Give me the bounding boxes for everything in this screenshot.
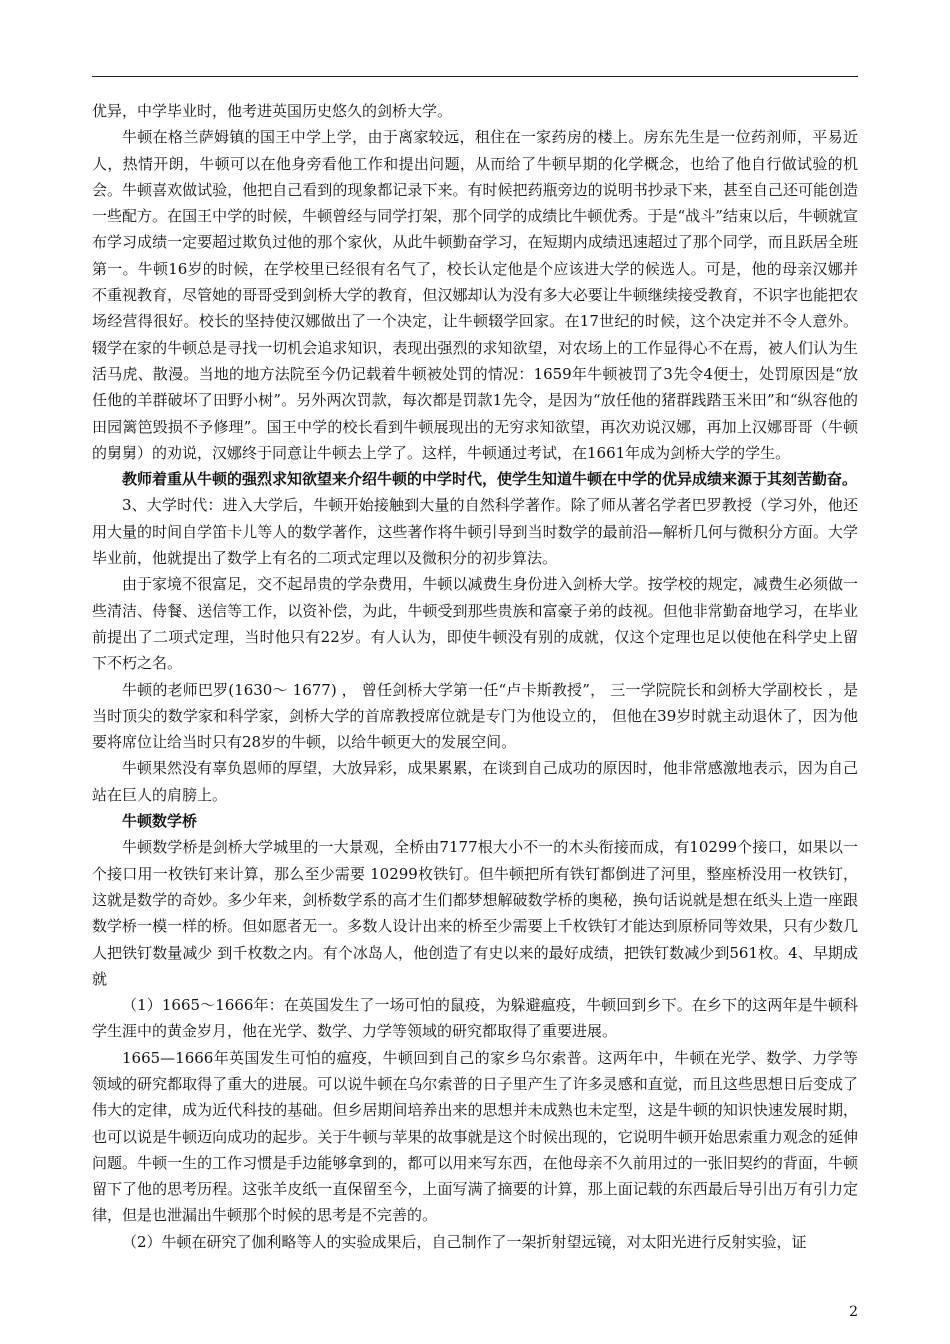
paragraph-1: 优异，中学毕业时，他考进英国历史悠久的剑桥大学。 [92, 102, 453, 120]
paragraph-teacher-note: 教师着重从牛顿的强烈求知欲望来介绍牛顿的中学时代，使学生知道牛顿在中学的优异成绩来源于其刻苦勤奋。 [122, 470, 858, 489]
paragraph-giants: 牛顿果然没有辜负恩师的厚望，大放异彩，成果累累，在谈到自己成功的原因时，他非常感激地表示，因为自己站在巨人的肩膀上。 [92, 759, 858, 804]
paragraph-early-1: （1）1665～1666年：在英国发生了一场可怕的鼠疫，为躲避瘟疫，牛顿回到乡下。在乡下的这两年是牛顿科学生涯中的黄金岁月，他在光学、数学、力学等领域的研究都取得了重要进展。 [92, 996, 858, 1041]
paragraph-early-2: （2）牛顿在研究了伽利略等人的实验成果后，自己制作了一架折射望远镜，对太阳光进行反射实验，证 [122, 1232, 807, 1251]
paragraph-barrow: 牛顿的老师巴罗(1630～ 1677) ， 曾任剑桥大学第一任“卢卡斯教授”， 三一学院院长和剑桥大学副校长 ，是当时顶尖的数学家和科学家，剑桥大学的首席教授席位就是专门为他设立的， 但他在39岁时就主动退休了，因为他要将席位让给当时只有28岁的牛顿，以给牛顿更大的发展空间。 [92, 680, 858, 752]
paragraph-university: 3、大学时代：进入大学后，牛顿开始接触到大量的自然科学著作。除了师从著名学者巴罗教授（学习外，他还用大量的时间自学笛卡儿等人的数学著作，这些著作将牛顿引导到当时数学的最前沿—解析几何与微积分方面。大学毕业前，他就提出了数学上有名的二项式定理以及微积分的初步算法。 [92, 496, 858, 568]
document-body [92, 98, 858, 1255]
header-rule [92, 76, 858, 77]
paragraph-bridge: 牛顿数学桥是剑桥大学城里的一大景观，全桥由7177根大小不一的木头衔接而成，有10299个接口，如果以一个接口用一枚铁钉来计算，那么至少需要 10299枚铁钉。但牛顿把所有铁钉都倒进了河里，整座桥没用一枚铁钉，这就是数学的奇妙。多少年来，剑桥数学系的高才生们都梦想解破数学桥的奥秘，换句话说就是想在纸头上造一座跟数学桥一模一样的桥。但如愿者无一。多数人设计出来的桥至少需要上千枚铁钉才能达到原桥同等效果，只有少数几人把铁钉数量减少 到千枚数之内。有个冰岛人，他创造了有史以来的最好成绩，把铁钉数减少到561枚。4、早期成就 [92, 838, 858, 988]
paragraph-tuition: 由于家境不很富足，交不起昂贵的学杂费用，牛顿以减费生身份进入剑桥大学。按学校的规定，减费生必须做一些清洁、侍餐、送信等工作，以资补偿，为此，牛顿受到那些贵族和富豪子弟的歧视。但他非常勤奋地学习，在毕业前提出了二项式定理，当时他只有22岁。有人认为，即使牛顿没有别的成就，仅这个定理也足以使他在科学史上留下不朽之名。 [92, 575, 858, 673]
paragraph-plague: 1665—1666年英国发生可怕的瘟疫，牛顿回到自己的家乡乌尔索普。这两年中，牛顿在光学、数学、力学等领域的研究都取得了重大的进展。可以说牛顿在乌尔索普的日子里产生了许多灵感和直觉，而且这些思想日后变成了伟大的定律，成为近代科技的基础。但乡居期间培养出来的思想并未成熟也未定型，这是牛顿的知识快速发展时期，也可以说是牛顿迈向成功的起步。关于牛顿与苹果的故事就是这个时候出现的，它说明牛顿开始思索重力观念的延伸问题。牛顿一生的工作习惯是手边能够拿到的，都可以用来写东西，在他母亲不久前用过的一张旧契约的背面，牛顿留下了他的思考历程。这张羊皮纸一直保留至今，上面写满了摘要的计算，那上面记载的东西最后导引出万有引力定律，但是也泄漏出牛顿那个时候的思考是不完善的。 [92, 1048, 858, 1225]
page-number: 2 [849, 1304, 858, 1320]
paragraph-2: 牛顿在格兰萨姆镇的国王中学上学，由于离家较远，租住在一家药房的楼上。房东先生是一位药剂师，平易近人，热情开朗，牛顿可以在他身旁看他工作和提出问题，从而给了牛顿早期的化学概念，也给了他自行做试验的机会。牛顿喜欢做试验，他把自己看到的现象都记录下来。有时候把药瓶旁边的说明书抄录下来，甚至自己还可能创造一些配方。在国王中学的时候，牛顿曾经与同学打架，那个同学的成绩比牛顿优秀。于是“战斗”结束以后，牛顿就宣布学习成绩一定要超过欺负过他的那个家伙，从此牛顿勤奋学习，在短期内成绩迅速超过了那个同学，而且跃居全班第一。牛顿16岁的时候，在学校里已经很有名气了，校长认定他是个应该进大学的候选人。可是，他的母亲汉娜并不重视教育，尽管她的哥哥受到剑桥大学的教育，但汉娜却认为没有多大必要让牛顿继续接受教育，不识字也能把农场经营得很好。校长的坚持使汉娜做出了一个决定，让牛顿辍学回家。在17世纪的时候，这个决定并不令人意外。辍学在家的牛顿总是寻找一切机会追求知识，表现出强烈的求知欲望，对农场上的工作显得心不在焉，被人们认为生活马虎、散漫。当地的地方法院至今仍记载着牛顿被处罚的情况：1659年牛顿被罚了3先令4便士，处罚原因是“放任他的羊群破坏了田野小树”。另外两次罚款，每次都是罚款1先令，是因为“放任他的猪群践踏玉米田”和“纵容他的田园篱笆毁损不予修理”。国王中学的校长看到牛顿展现出的无穷求知欲望，再次劝说汉娜，再加上汉娜哥哥（牛顿的舅舅）的劝说，汉娜终于同意让牛顿去上学了。这样，牛顿通过考试，在1661年成为剑桥大学的学生。 [92, 128, 858, 462]
section-heading-bridge: 牛顿数学桥 [122, 812, 198, 831]
